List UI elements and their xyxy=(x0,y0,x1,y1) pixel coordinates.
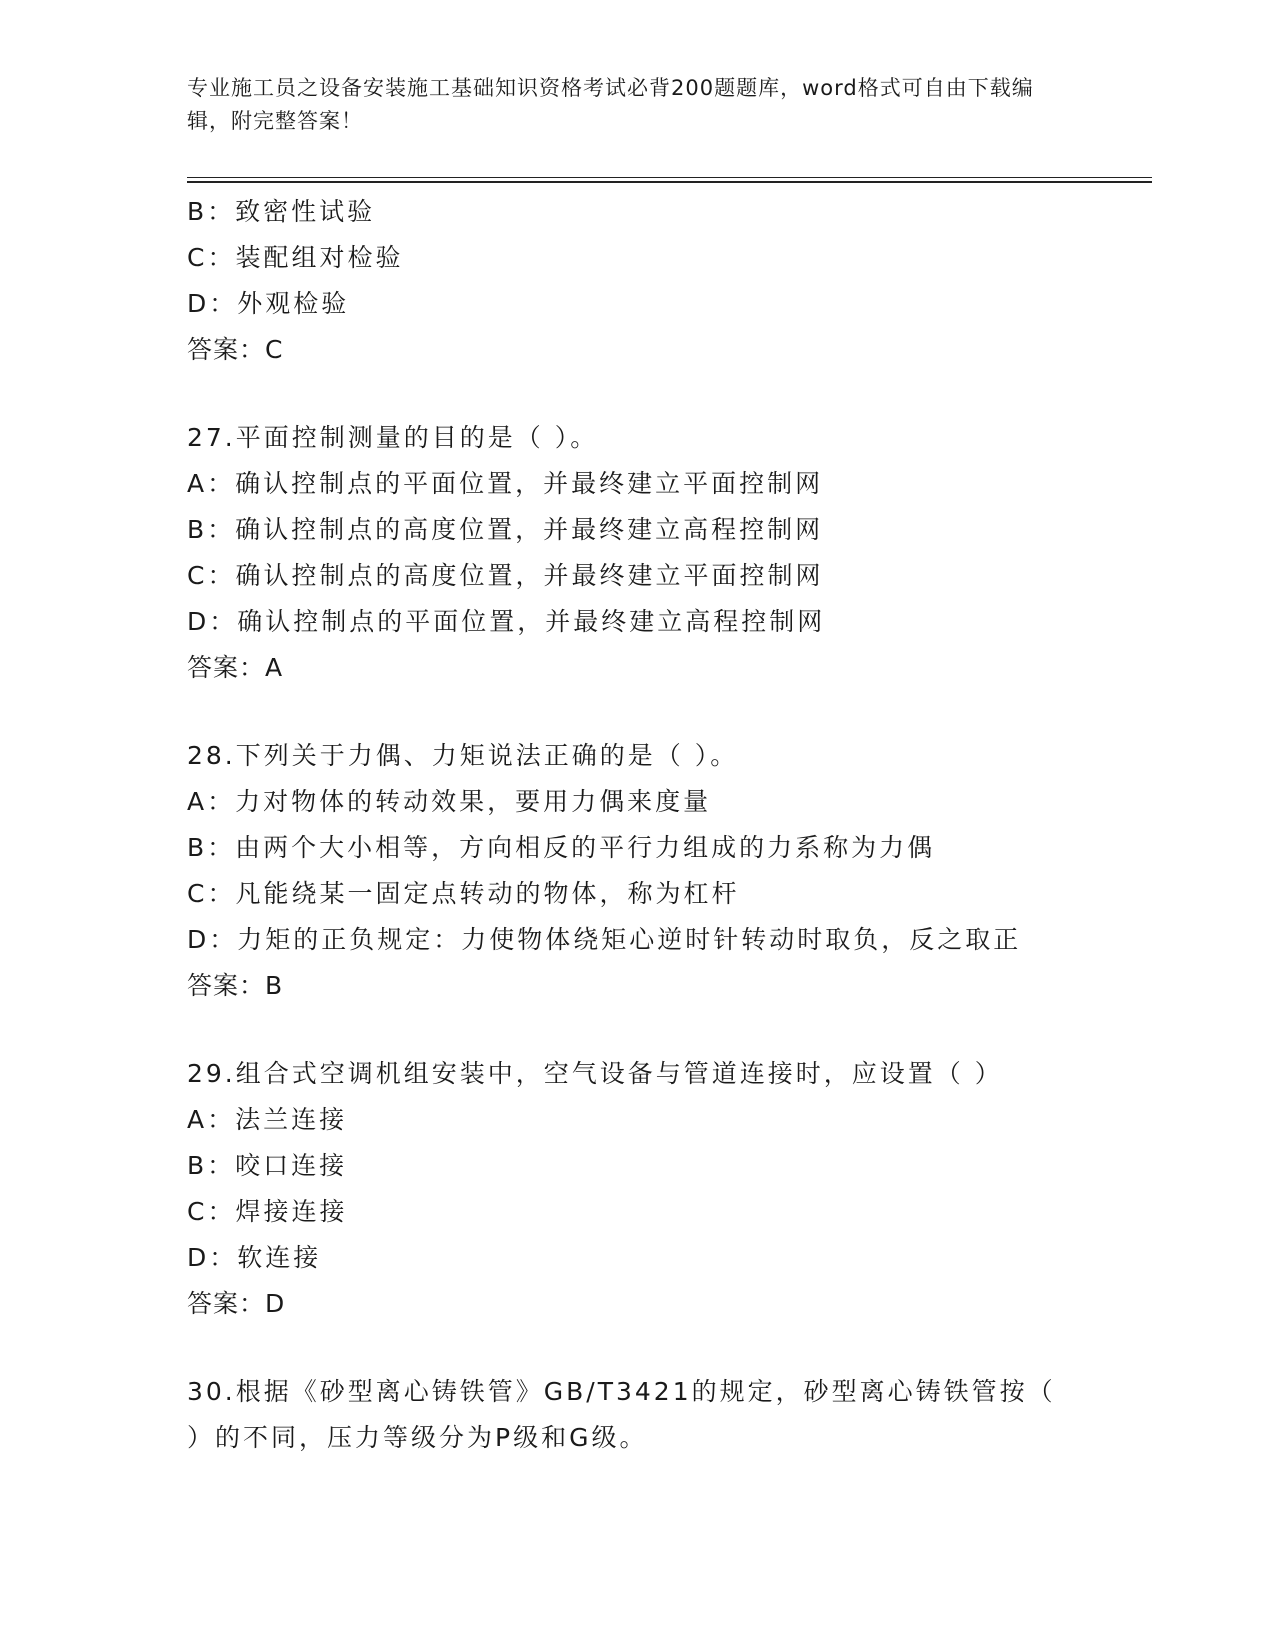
question-27 xyxy=(187,415,1152,691)
option-c: C：焊接连接 xyxy=(187,1197,348,1226)
option-d: D：力矩的正负规定：力使物体绕矩心逆时针转动时取负，反之取正 xyxy=(187,925,1022,954)
question-stem-line-1: 30.根据《砂型离心铸铁管》GB/T3421的规定，砂型离心铸铁管按（ xyxy=(187,1377,1056,1406)
spacer xyxy=(187,691,1152,733)
question-stem: 29.组合式空调机组安装中，空气设备与管道连接时，应设置（ ） xyxy=(187,1059,1003,1088)
option-b: B：确认控制点的高度位置，并最终建立高程控制网 xyxy=(187,515,824,544)
answer-line: 答案：D xyxy=(187,1289,286,1318)
question-30 xyxy=(187,1369,1152,1461)
option-c: C：装配组对检验 xyxy=(187,243,404,272)
option-d: D：软连接 xyxy=(187,1243,322,1272)
option-b: B：咬口连接 xyxy=(187,1151,348,1180)
question-stem-line-2: ）的不同，压力等级分为P级和G级。 xyxy=(187,1423,648,1452)
question-stem: 27.平面控制测量的目的是（ ）。 xyxy=(187,423,599,452)
option-c: C：确认控制点的高度位置，并最终建立平面控制网 xyxy=(187,561,824,590)
document-body xyxy=(187,189,1152,1461)
spacer xyxy=(187,1327,1152,1369)
question-28 xyxy=(187,733,1152,1009)
option-d: D：外观检验 xyxy=(187,289,350,318)
answer-line: 答案：B xyxy=(187,971,284,1000)
option-b: B：由两个大小相等，方向相反的平行力组成的力系称为力偶 xyxy=(187,833,936,862)
answer-line: 答案：C xyxy=(187,335,284,364)
question-26 xyxy=(187,189,1152,373)
page-header-title: 专业施工员之设备安装施工基础知识资格考试必背200题题库，word格式可自由下载编辑，附完整答案！ xyxy=(187,76,1034,133)
question-stem: 28.下列关于力偶、力矩说法正确的是（ ）。 xyxy=(187,741,739,770)
option-a: A：确认控制点的平面位置，并最终建立平面控制网 xyxy=(187,469,824,498)
answer-line: 答案：A xyxy=(187,653,284,682)
spacer xyxy=(187,373,1152,415)
option-a: A：法兰连接 xyxy=(187,1105,348,1134)
option-b: B：致密性试验 xyxy=(187,197,376,226)
spacer xyxy=(187,1009,1152,1051)
option-a: A：力对物体的转动效果，要用力偶来度量 xyxy=(187,787,712,816)
option-c: C：凡能绕某一固定点转动的物体，称为杠杆 xyxy=(187,879,740,908)
header-divider xyxy=(187,177,1152,183)
option-d: D：确认控制点的平面位置，并最终建立高程控制网 xyxy=(187,607,826,636)
question-29 xyxy=(187,1051,1152,1327)
